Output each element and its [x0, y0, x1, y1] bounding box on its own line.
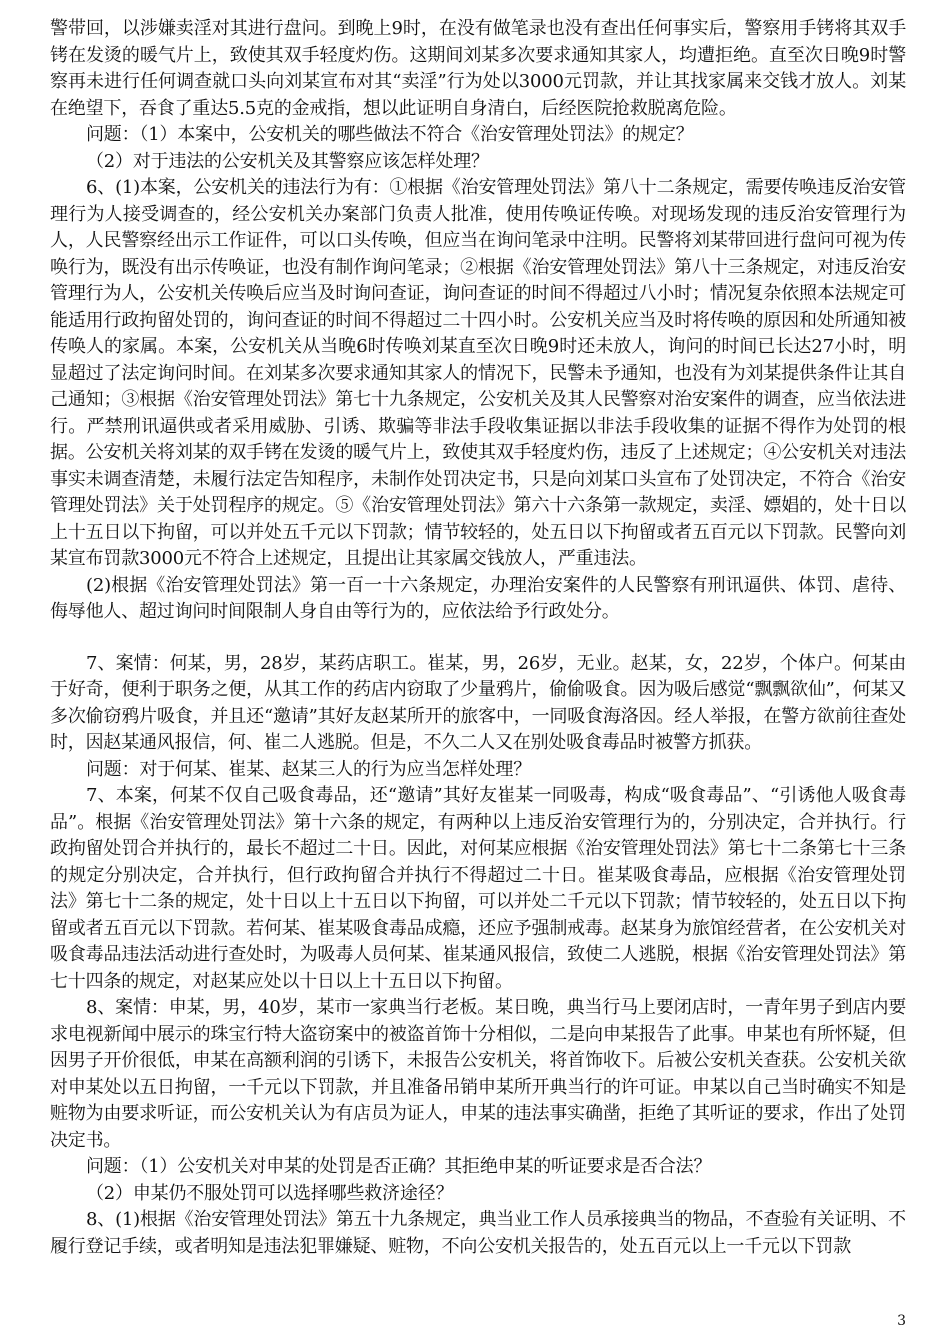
- case-6-question-2: （2）对于违法的公安机关及其警察应该怎样处理？: [86, 150, 489, 172]
- case-8-question-2: （2）申某仍不服处罚可以选择哪些救济途径？: [86, 1182, 454, 1204]
- case-8-question-1: 问题：（1）公安机关对申某的处罚是否正确？其拒绝申某的听证要求是否合法？: [86, 1156, 712, 1177]
- case-7-question: 问题：对于何某、崔某、赵某三人的行为应当怎样处理？: [86, 758, 531, 780]
- case-6-facts-continued: 警带回，以涉嫌卖淫对其进行盘问。到晚上9时，在没有做笔录也没有查出任何事实后，警察用手铐将其双手铐在发烫的暖气片上，致使其双手轻度灼伤。这期间刘某多次要求通知其家人，均遭拒绝。直至次日晚9时警察再未进行任何调查就口头向刘某宣布对其“卖淫”行为处以3000元罚款，并让其找家属来交钱才放人。刘某在绝望下，吞食了重达5.5克的金戒指，想以此证明自身清白，后经医院抢救脱离危险。: [50, 18, 906, 119]
- case-8-answer-1: 8、(1)根据《治安管理处罚法》第五十九条规定，典当业工作人员承接典当的物品，不查验有关证明、不履行登记手续，或者明知是违法犯罪嫌疑、赃物，不向公安机关报告的，处五百元以上一千元以下罚款: [50, 1209, 906, 1257]
- case-8-facts: 8、案情：申某，男，40岁，某市一家典当行老板。某日晚，典当行马上要闭店时，一青年男子到店内要求电视新闻中展示的珠宝行特大盗窃案中的被盗首饰十分相似，二是向申某报告了此事。申某也有所怀疑，但因男子开价很低，申某在高额利润的引诱下，未报告公安机关，将首饰收下。后被公安机关查获。公安机关欲对申某处以五日拘留，一千元以下罚款，并且准备吊销申某所开典当行的许可证。申某以自己当时确实不知是赃物为由要求听证，而公安机关认为有店员为证人，申某的违法事实确凿，拒绝了其听证的要求，作出了处罚决定书。: [50, 997, 906, 1151]
- section-gap: [50, 626, 906, 651]
- case-7-answer: 7、本案，何某不仅自己吸食毒品，还“邀请”其好友崔某一同吸毒，构成“吸食毒品”、“引诱他人吸食毒品”。根据《治安管理处罚法》第十六条的规定，有两种以上违反治安管理行为的，分别决定，合并执行。行政拘留处罚合并执行的，最长不超过二十日。因此，对何某应根据《治安管理处罚法》第七十二条第七十三条的规定分别决定，合并执行，但行政拘留合并执行不得超过二十日。崔某吸食毒品，应根据《治安管理处罚法》第七十二条的规定，处十日以上十五日以下拘留，可以并处二千元以下罚款；情节较轻的，处五日以下拘留或者五百元以下罚款。若何某、崔某吸食毒品成瘾，还应予强制戒毒。赵某身为旅馆经营者，在公安机关对吸食毒品违法活动进行查处时，为吸毒人员何某、崔某通风报信，致使二人逃脱，根据《治安管理处罚法》第七十四条的规定，对赵某应处以十日以上十五日以下拘留。: [50, 785, 906, 992]
- case-6-answer-1: 6、(1)本案，公安机关的违法行为有：①根据《治安管理处罚法》第八十二条规定，需要传唤违反治安管理行为人接受调查的，经公安机关办案部门负责人批准，使用传唤证传唤。对现场发现的违反治安管理行为人，人民警察经出示工作证件，可以口头传唤，但应当在询问笔录中注明。民警将刘某带回进行盘问可视为传唤行为，既没有出示传唤证，也没有制作询问笔录；②根据《治安管理处罚法》第八十三条规定，对违反治安管理行为人，公安机关传唤后应当及时询问查证，询问查证的时间不得超过八小时；情况复杂依照本法规定可能适用行政拘留处罚的，询问查证的时间不得超过二十四小时。公安机关应当及时将传唤的原因和处所通知被传唤人的家属。本案，公安机关从当晚6时传唤刘某直至次日晚9时还未放人，询问的时间已长达27小时，明显超过了法定询问时间。在刘某多次要求通知其家人的情况下，民警未予通知，也没有为刘某提供条件让其自己通知；③根据《治安管理处罚法》第七十九条规定，公安机关及其人民警察对治安案件的调查，应当依法进行。严禁刑讯逼供或者采用威胁、引诱、欺骗等非法手段收集证据以非法手段收集的证据不得作为处罚的根据。公安机关将刘某的双手铐在发烫的暖气片上，致使其双手轻度灼伤，违反了上述规定；④公安机关对违法事实未调查清楚，未履行法定告知程序，未制作处罚决定书，只是向刘某口头宣布了处罚决定，不符合《治安管理处罚法》关于处罚程序的规定。⑤《治安管理处罚法》第六十六条第一款规定，卖淫、嫖娼的，处十日以上十五日以下拘留，可以并处五千元以下罚款；情节较轻的，处五日以下拘留或者五百元以下罚款。民警向刘某宣布罚款3000元不符合上述规定，且提出让其家属交钱放人，严重违法。: [50, 177, 906, 569]
- case-6-answer-2: (2)根据《治安管理处罚法》第一百一十六条规定，办理治安案件的人民警察有刑讯逼供、体罚、虐待、侮辱他人、超过询问时间限制人身自由等行为的，应依法给予行政处分。: [50, 574, 906, 622]
- case-6-question-1: 问题：（1）本案中，公安机关的哪些做法不符合《治安管理处罚法》的规定？: [86, 124, 694, 145]
- page-number: 3: [897, 1313, 906, 1329]
- case-7-facts: 7、案情：何某，男，28岁，某药店职工。崔某，男，26岁，无业。赵某，女，22岁，个体户。何某由于好奇，便利于职务之便，从其工作的药店内窃取了少量鸦片，偷偷吸食。因为吸后感觉“飘飘欲仙”，何某又多次偷窃鸦片吸食，并且还“邀请”其好友赵某所开的旅客中，一同吸食海洛因。经人举报，在警方欲前往查处时，因赵某通风报信，何、崔二人逃脱。但是，不久二人又在别处吸食毒品时被警方抓获。: [50, 652, 906, 753]
